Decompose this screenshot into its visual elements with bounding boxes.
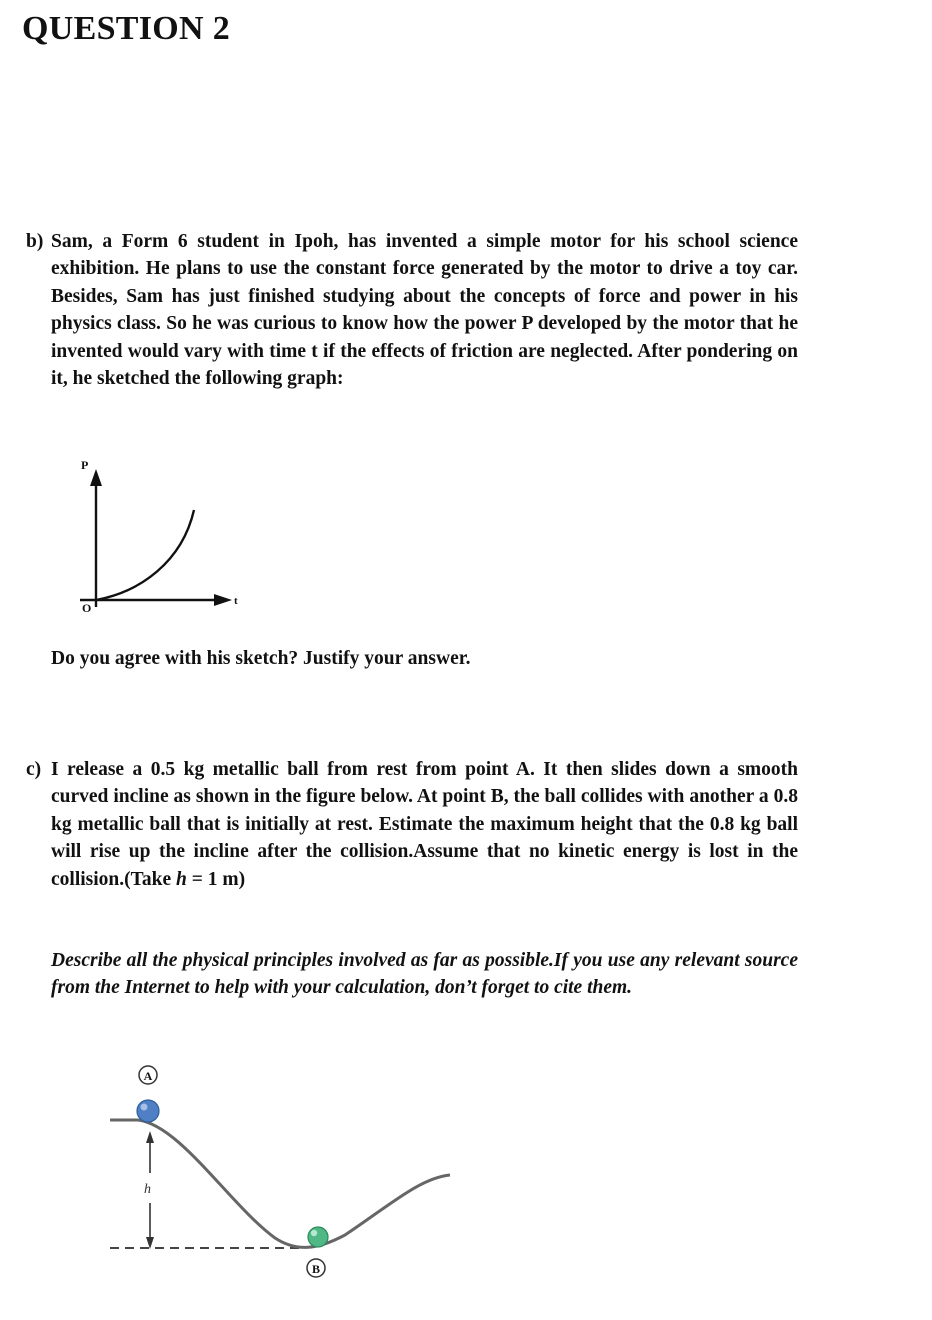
part-c-text-main: I release a 0.5 kg metallic ball from rest from point A. It then slides down a smooth curved incline as shown in the figure below. At point B, the ball collides with another a 0.8 kg metallic ball that is initially at rest. Estimate the maximum height that the 0.8 kg ball will rise up the incline after the collision.Assume that no kinetic energy is lost in the collision.(Take [51, 759, 798, 890]
ball-a-highlight [141, 1104, 148, 1111]
y-axis-label: P [81, 458, 89, 472]
h-symbol: h [175, 868, 187, 890]
power-time-graph [70, 452, 250, 632]
origin-label: O [82, 601, 92, 615]
y-axis-arrow [90, 469, 102, 486]
x-axis-label: t [234, 595, 238, 607]
part-b-question: Do you agree with his sketch? Justify your answer. [51, 648, 471, 669]
part-c-text [51, 756, 798, 893]
ball-b [308, 1227, 328, 1247]
point-b-label: B [311, 1262, 321, 1276]
part-b [26, 228, 798, 392]
ball-a [137, 1100, 159, 1122]
part-c-instruction: Describe all the physical principles involved as far as possible.If you use any relevant source from the Internet to help with your calculation, don’t forget to cite them. [51, 950, 798, 999]
point-a-label: A [143, 1069, 153, 1083]
part-c-text-end: = 1 m) [186, 868, 246, 890]
ball-b-highlight [311, 1230, 317, 1236]
incline-figure [100, 1055, 460, 1290]
part-b-text: Sam, a Form 6 student in Ipoh, has invented a simple motor for his school science exhibition. He plans to use the constant force generated by the motor to drive a toy car. Besides, Sam has just finished studying about the concepts of force and power in his physics class. So he was curious to know how the power P developed by the motor that he invented would vary with time t if the effects of friction are neglected. After pondering on it, he sketched the following graph: [51, 231, 798, 390]
part-b-label: b) [26, 231, 44, 252]
part-c-label: c) [26, 759, 42, 780]
part-c [26, 756, 798, 893]
height-label: h [144, 1182, 151, 1197]
question-title: QUESTION 2 [22, 10, 230, 47]
incline-curve [138, 1120, 450, 1247]
power-curve [96, 510, 194, 600]
height-arrow-up [146, 1131, 154, 1143]
x-axis-arrow [214, 594, 232, 606]
